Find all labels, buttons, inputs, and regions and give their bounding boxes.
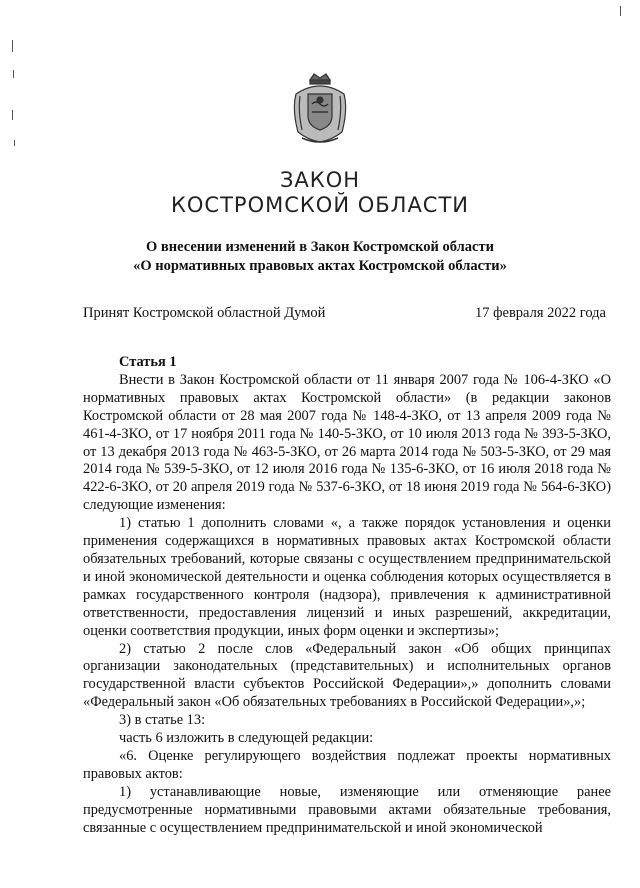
law-title: ЗАКОН [279,168,361,192]
scan-mark [12,110,13,120]
paragraph: 3) в статье 13: [119,712,206,729]
adopted-by: Принят Костромской областной Думой [83,305,326,321]
paragraph: 1) статью 1 дополнить словами «, а также порядок установления и оценки применения содержащихся в нормативных правовых актах Костромской области обязательных требований, которые связаны с осуществлением предпринимательской и иной экономической деятельности и оценка соблюдения которых осуществляется в рамках государственного контроля (надзора), привлечения к административной ответственности, предоставления лицензий и иных разрешений, аккредитации, оценки соответствия продукции, иных форм оценки и экспертизы»; [83,515,611,639]
article-heading: Статья 1 [119,354,177,370]
law-subject-line-2: «О нормативных правовых актах Костромской области» [133,258,507,274]
scan-mark [13,70,14,78]
law-subject-line-1: О внесении изменений в Закон Костромской области [146,239,494,255]
coat-of-arms-emblem [288,70,352,148]
scan-mark [14,140,15,146]
law-body [83,354,611,837]
paragraph: часть 6 изложить в следующей редакции: [119,730,374,747]
paragraph: Внести в Закон Костромской области от 11 января 2007 года № 106-4-ЗКО «О нормативных правовых актах Костромской области» (в редакции законов Костромской области от 28 мая 2007 года № 148-4-ЗКО, от 13 апреля 2009 года № 461-4-ЗКО, от 17 ноября 2011 года № 140-5-ЗКО, от 10 июля 2013 года № 393-5-ЗКО, от 13 декабря 2013 года № 463-5-ЗКО, от 26 марта 2014 года № 503-5-ЗКО, от 29 мая 2014 года № 539-5-ЗКО, от 12 июля 2016 года № 135-6-ЗКО, от 16 июля 2018 года № 422-6-ЗКО, от 20 апреля 2019 года № 537-6-ЗКО, от 18 июня 2019 года № 564-6-ЗКО) следующие изменения: [83,371,611,514]
paragraph: 1) устанавливающие новые, изменяющие или отменяющие ранее предусмотренные нормативными правовыми актами обязательные требования, связанные с осуществлением предпринимательской и иной экономической [83,783,611,836]
paragraph: «6. Оценке регулирующего воздействия подлежат проекты нормативных правовых актов: [83,747,611,782]
paragraph: 2) статью 2 после слов «Федеральный закон «Об общих принципах организации законодательных (представительных) и исполнительных органов государственной власти субъектов Российской Федерации»,» дополнить словами «Федеральный закон «Об обязательных требованиях в Российской Федерации»,»; [83,640,611,711]
scan-mark [620,6,621,16]
law-region-title: КОСТРОМСКОЙ ОБЛАСТИ [170,193,470,217]
adopted-date: 17 февраля 2022 года [474,305,606,321]
scan-mark [12,40,13,52]
